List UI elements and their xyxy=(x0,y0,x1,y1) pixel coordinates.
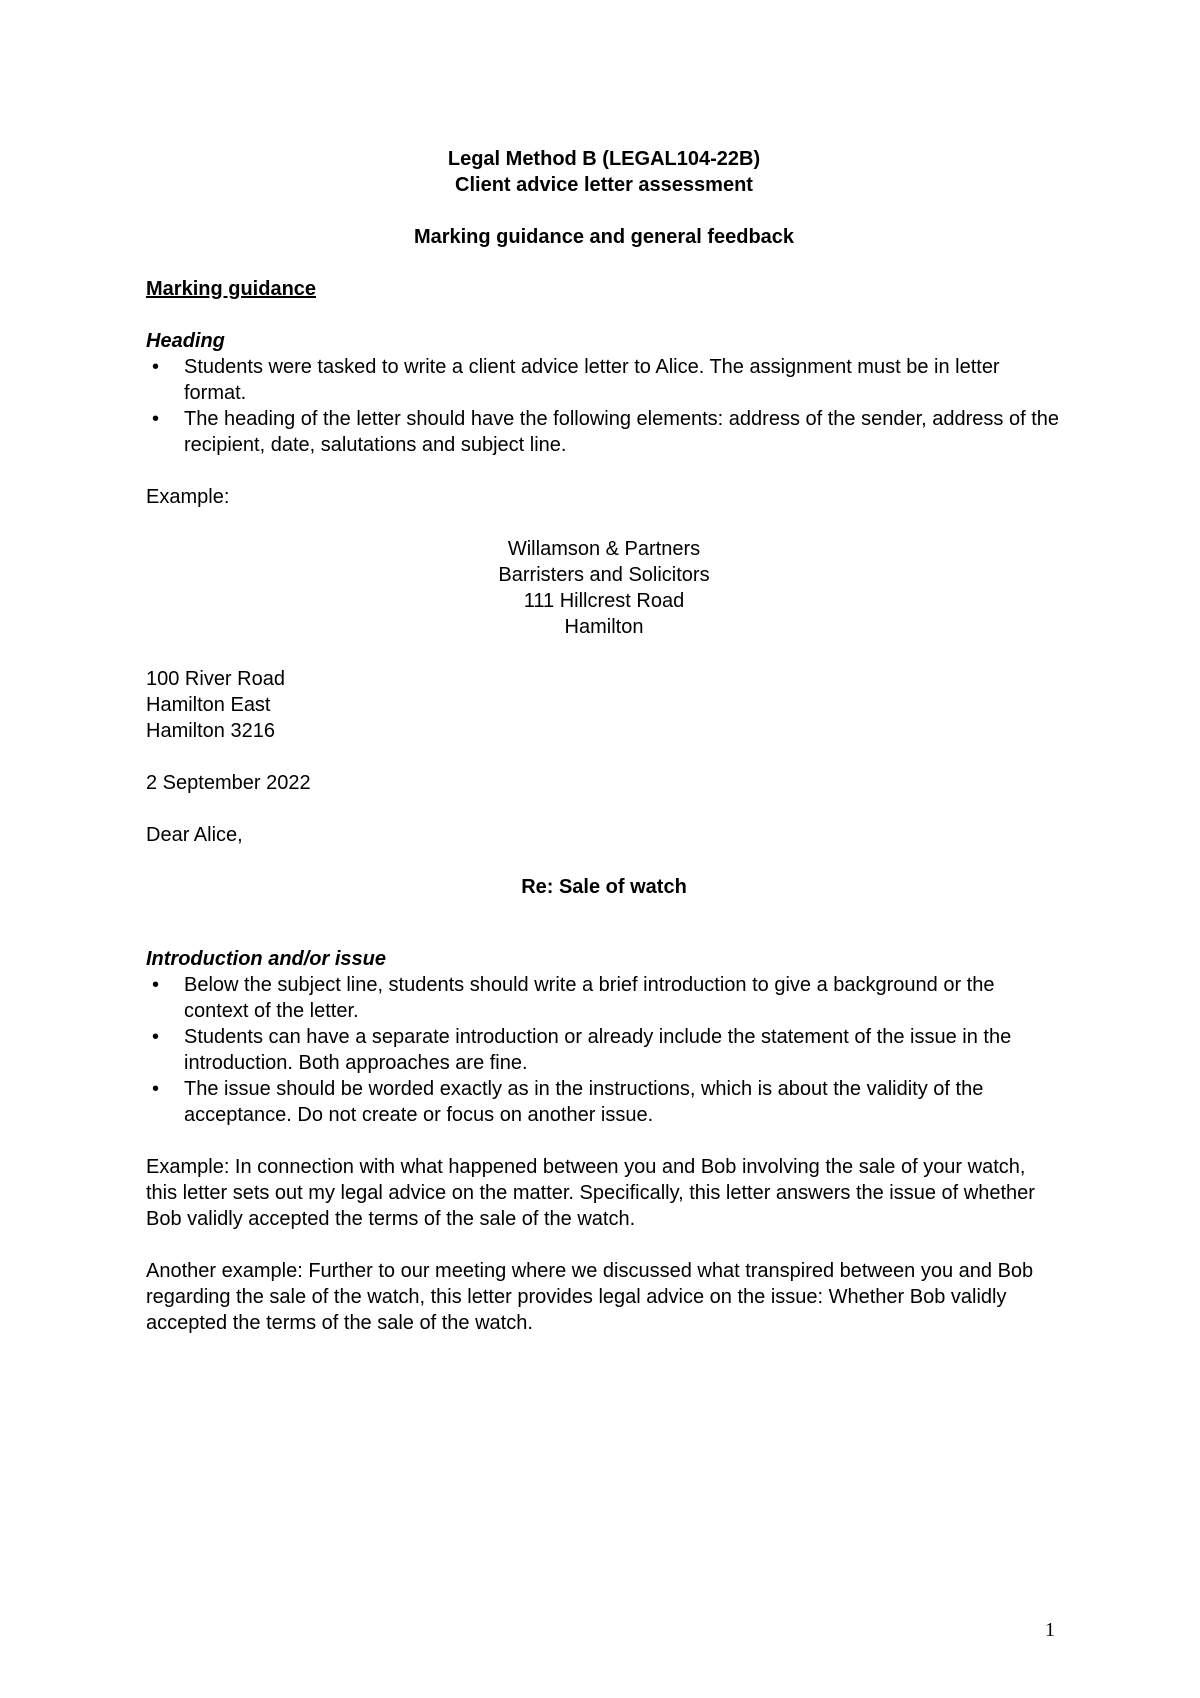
sender-line: Barristers and Solicitors xyxy=(498,564,710,586)
sender-address xyxy=(146,536,1062,640)
intro-another-example-paragraph: Another example: Further to our meeting where we discussed what transpired between you and Bob regarding the sale of the watch, this letter provides legal advice on the issue: Whether Bob validly accepted the terms of the sale of the watch. xyxy=(146,1260,1034,1334)
list-item: • The issue should be worded exactly as in the instructions, which is about the validity of the acceptance. Do not create or focus on another issue. xyxy=(146,1076,1062,1128)
course-title: Legal Method B (LEGAL104-22B) xyxy=(447,148,761,170)
sender-line: Willamson & Partners xyxy=(507,538,701,560)
document-content xyxy=(146,146,1062,1336)
heading-bullet-list xyxy=(146,354,1062,458)
sender-line: Hamilton xyxy=(564,616,644,638)
sender-line: 111 Hillcrest Road xyxy=(523,590,685,612)
letter-date: 2 September 2022 xyxy=(146,772,311,794)
assessment-title: Client advice letter assessment xyxy=(455,174,753,196)
letter-subject: Re: Sale of watch xyxy=(521,876,687,898)
intro-bullet-list xyxy=(146,972,1062,1128)
intro-section-title: Introduction and/or issue xyxy=(146,948,387,970)
recipient-line: 100 River Road xyxy=(146,668,285,690)
list-item: • Students can have a separate introduction or already include the statement of the issue in the introduction. Both approaches are fine. xyxy=(146,1024,1062,1076)
recipient-line: Hamilton 3216 xyxy=(146,720,275,742)
intro-example-paragraph: Example: In connection with what happened between you and Bob involving the sale of your watch, this letter sets out my legal advice on the matter. Specifically, this letter answers the issue of whether Bob validly accepted the terms of the sale of the watch. xyxy=(146,1156,1035,1230)
recipient-address xyxy=(146,666,1062,744)
document-subtitle: Marking guidance and general feedback xyxy=(413,226,795,248)
heading-section-title: Heading xyxy=(146,330,225,352)
section-title-marking-guidance: Marking guidance xyxy=(146,278,317,300)
list-item: • Below the subject line, students should write a brief introduction to give a background or the context of the letter. xyxy=(146,972,1062,1024)
page-number: 1 xyxy=(1045,1619,1055,1641)
list-item: • Students were tasked to write a client advice letter to Alice. The assignment must be in letter format. xyxy=(146,354,1062,406)
recipient-line: Hamilton East xyxy=(146,694,271,716)
list-item: • The heading of the letter should have the following elements: address of the sender, address of the recipient, date, salutations and subject line. xyxy=(146,406,1062,458)
letter-salutation: Dear Alice, xyxy=(146,824,243,846)
example-label: Example: xyxy=(146,486,230,508)
